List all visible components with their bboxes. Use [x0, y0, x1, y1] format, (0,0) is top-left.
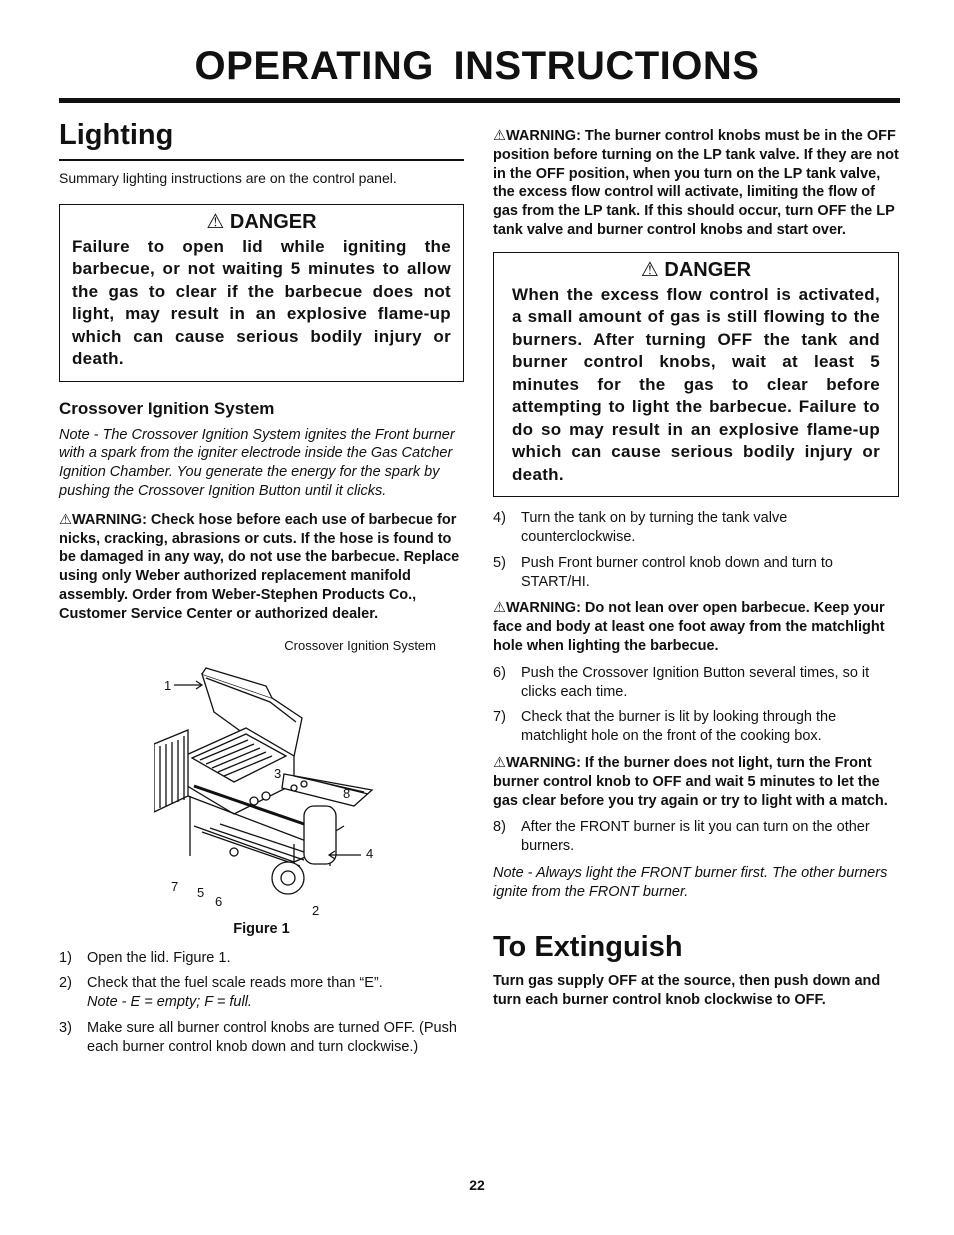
list-item: 8) After the FRONT burner is lit you can turn on the other burners. [493, 819, 870, 855]
crossover-note: Note - The Crossover Ignition System ignites the Front burner with a spark from the igniter electrode inside the Gas Catcher Ignition Chamber. You generate the energy for the spark by pushing the Crossover Ignition Button until it clicks. [59, 426, 455, 499]
left-column [59, 118, 464, 1057]
steps-list-right-a [493, 509, 899, 591]
title-rule [59, 98, 900, 103]
warning-hose: ⚠WARNING: Check hose before each use of barbecue for nicks, cracking, abrasions or cuts. If the hose is found to be damaged in any way, do not use the barbecue. Replace using only Weber authorized replacement manifold assembly. Order from Weber-Stephen Products Co., Customer Service Center or authorized dealer. [59, 511, 460, 622]
callout-8: 8 [343, 785, 351, 801]
summary-text: Summary lighting instructions are on the control panel. [59, 169, 397, 186]
section-rule [59, 159, 464, 161]
crossover-heading: Crossover Ignition System [59, 398, 275, 418]
page-title: OPERATING INSTRUCTIONS [194, 44, 760, 88]
steps-list-right-c [493, 818, 899, 856]
callout-7: 7 [171, 878, 179, 894]
lighting-heading: Lighting [59, 119, 174, 151]
warning-triangle-icon: ⚠ [206, 210, 225, 233]
figure-caption-top: Crossover Ignition System [284, 637, 436, 653]
warning-knobs: ⚠WARNING: The burner control knobs must be in the OFF position before turning on the LP tank valve. If they are not in the OFF position, when you turn on the LP tank valve, the excess flow control will activate, limiting the flow of gas from the LP tank. If this should occur, turn OFF the LP tank valve and burner control knobs and start over. [493, 128, 899, 238]
list-item: 5) Push Front burner control knob down and turn to START/HI. [493, 554, 833, 590]
right-column [493, 127, 899, 1010]
extinguish-text: Turn gas supply OFF at the source, then push down and turn each burner control knob clockwise to OFF. [493, 973, 881, 1009]
note-front-burner: Note - Always light the FRONT burner first. The other burners ignite from the FRONT burner. [493, 865, 888, 900]
danger-box-2 [493, 252, 899, 498]
warning-triangle-icon: ⚠ [640, 258, 659, 281]
callout-1: 1 [164, 677, 172, 693]
callout-4: 4 [366, 845, 374, 861]
steps-list-right-b [493, 664, 899, 746]
grill-illustration [154, 656, 424, 911]
warning-triangle-icon: ⚠ [493, 755, 506, 772]
danger-label: DANGER [229, 210, 317, 233]
page-number: 22 [469, 1177, 485, 1193]
warning-triangle-icon: ⚠ [493, 128, 506, 144]
extinguish-heading: To Extinguish [493, 930, 683, 963]
callout-arrow-4 [327, 848, 363, 862]
list-item: 4) Turn the tank on by turning the tank valve counterclockwise. [493, 510, 788, 546]
callout-6: 6 [215, 893, 223, 909]
warning-lean: ⚠WARNING: Do not lean over open barbecue. Keep your face and body at least one foot away from the matchlight hole when lighting the barbecue. [493, 600, 885, 655]
list-item: 7) Check that the burner is lit by looking through the matchlight hole on the front of the cooking box. [493, 709, 837, 745]
danger-box-1 [59, 204, 464, 382]
steps-list-left [59, 949, 464, 1057]
callout-arrow-1 [174, 678, 204, 692]
callout-2: 2 [312, 902, 320, 918]
callout-5: 5 [197, 884, 205, 900]
danger-label: DANGER [664, 258, 752, 281]
list-item: 3) Make sure all burner control knobs are turned OFF. (Push each burner control knob down and turn clockwise.) [59, 1019, 457, 1055]
danger-text: Failure to open lid while igniting the barbecue, or not waiting 5 minutes to allow the gas to clear if the barbecue does not light, may result in an explosive flame-up which can cause serious bodily injury or death. [72, 236, 451, 369]
list-item: 2) Check that the fuel scale reads more than “E”. Note - E = empty; F = full. [59, 975, 383, 1011]
list-item: 1) Open the lid. Figure 1. [59, 949, 231, 966]
list-item: 6) Push the Crossover Ignition Button several times, so it clicks each time. [493, 664, 870, 700]
warning-triangle-icon: ⚠ [59, 511, 72, 528]
danger-text: When the excess flow control is activated, a small amount of gas is still flowing to the burners. After turning OFF the tank and burner control knobs, wait at least 5 minutes for the gas to clear before attempting to light the barbecue. Failure to do so may result in an explosive flame-up which can cause serious bodily injury or death. [512, 284, 880, 484]
figure-1 [59, 637, 464, 918]
callout-3: 3 [274, 765, 282, 781]
warning-triangle-icon: ⚠ [493, 600, 506, 617]
warning-not-lit: ⚠WARNING: If the burner does not light, turn the Front burner control knob to OFF and wait 5 minutes to let the gas clear before you try again or try to light with a match. [493, 755, 888, 809]
figure-label: Figure 1 [233, 920, 290, 937]
